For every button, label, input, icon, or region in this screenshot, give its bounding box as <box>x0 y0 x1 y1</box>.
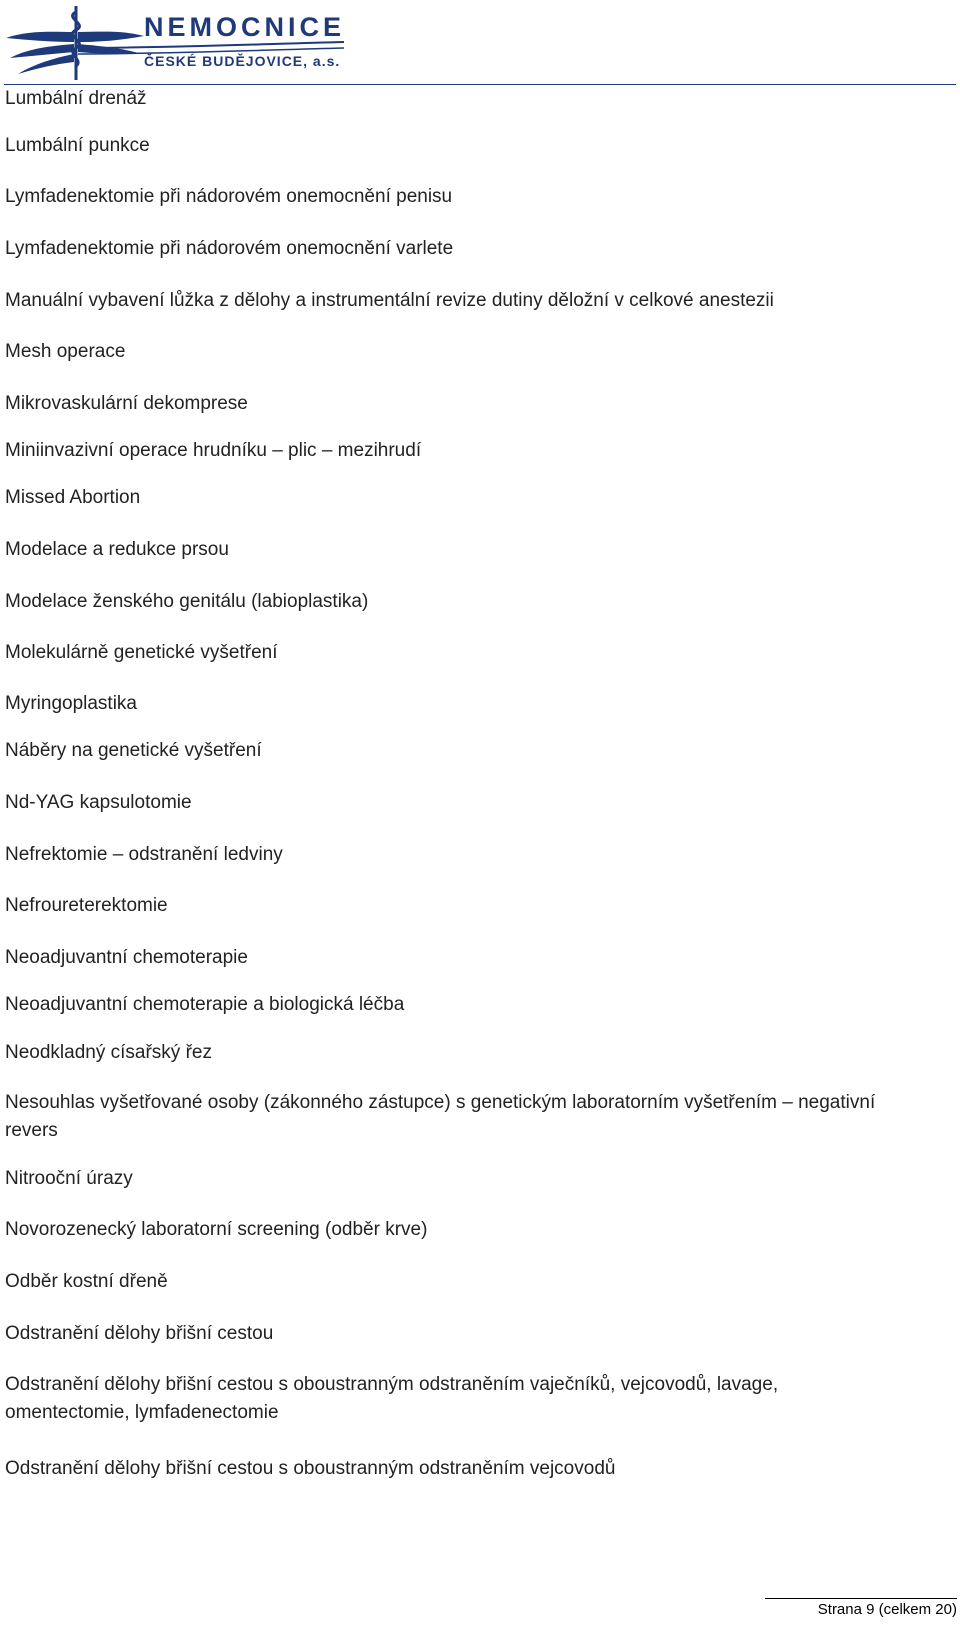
list-item: Neoadjuvantní chemoterapie <box>5 947 248 968</box>
list-item: Molekulárně genetické vyšetření <box>5 642 278 663</box>
list-item: Nesouhlas vyšetřované osoby (zákonného zástupce) s genetickým laboratorním vyšetřením – negativní revers <box>5 1092 876 1141</box>
list-item: Neoadjuvantní chemoterapie a biologická léčba <box>5 994 405 1015</box>
page-header <box>0 0 960 90</box>
list-item: Lumbální drenáž <box>5 88 147 109</box>
logo-name: NEMOCNICE <box>144 12 346 42</box>
list-item: Nd-YAG kapsulotomie <box>5 792 192 813</box>
list-item: Mesh operace <box>5 341 126 362</box>
list-item: Manuální vybavení lůžka z dělohy a instrumentální revize dutiny děložní v celkové anestezii <box>5 290 774 311</box>
list-item: Myringoplastika <box>5 693 137 714</box>
list-item: Nitrooční úrazy <box>5 1168 133 1189</box>
list-item: Lymfadenektomie při nádorovém onemocnění penisu <box>5 186 453 207</box>
list-item: Neodkladný císařský řez <box>5 1042 212 1063</box>
list-item: Lumbální punkce <box>5 135 150 156</box>
list-item: Novorozenecký laboratorní screening (odběr krve) <box>5 1219 428 1240</box>
list-item: Miniinvazivní operace hrudníku – plic – mezihrudí <box>5 440 422 461</box>
list-item: Odběr kostní dřeně <box>5 1271 168 1292</box>
list-item: Modelace ženského genitálu (labioplastika) <box>5 591 369 612</box>
list-item: Odstranění dělohy břišní cestou <box>5 1323 274 1344</box>
list-item: Odstranění dělohy břišní cestou s oboustranným odstraněním vaječníků, vejcovodů, lavage, omentectomie, lymfadenectomie <box>5 1374 779 1423</box>
footer-divider <box>765 1598 957 1599</box>
list-item: Mikrovaskulární dekomprese <box>5 393 248 414</box>
list-item: Nefroureterektomie <box>5 895 168 916</box>
list-item: Náběry na genetické vyšetření <box>5 740 262 761</box>
list-item: Modelace a redukce prsou <box>5 539 229 560</box>
list-item: Missed Abortion <box>5 487 141 508</box>
list-item: Nefrektomie – odstranění ledviny <box>5 844 283 865</box>
logo-city: ČESKÉ BUDĚJOVICE, a.s. <box>144 53 341 69</box>
list-item: Odstranění dělohy břišní cestou s oboustranným odstraněním vejcovodů <box>5 1458 616 1479</box>
header-divider <box>4 84 956 85</box>
list-item: Lymfadenektomie při nádorovém onemocnění varlete <box>5 238 454 259</box>
page-number: Strana 9 (celkem 20) <box>817 1601 957 1618</box>
